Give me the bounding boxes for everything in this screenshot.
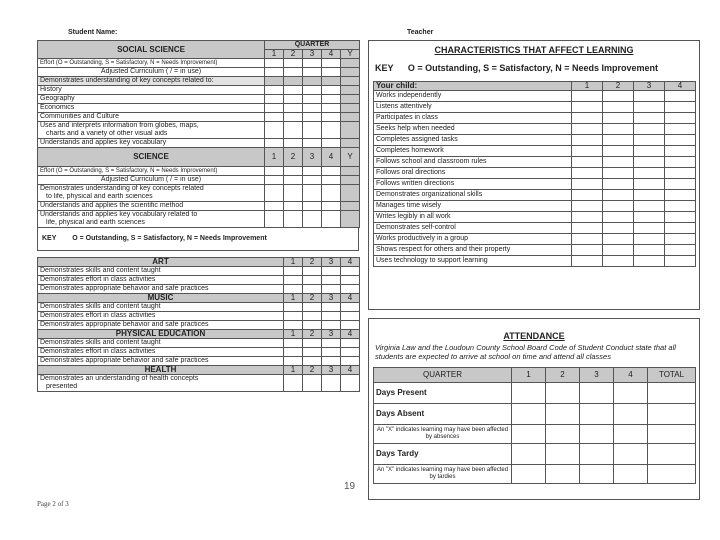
grade-cell bbox=[665, 157, 696, 168]
grade-cell bbox=[634, 234, 665, 245]
quarter-4-header: 4 bbox=[341, 366, 360, 375]
quarter-3-header: 3 bbox=[322, 294, 341, 303]
grade-cell bbox=[603, 179, 634, 190]
science-title: SCIENCE bbox=[38, 148, 265, 167]
characteristic-label: Demonstrates organizational skills bbox=[374, 190, 572, 201]
grade-cell bbox=[665, 135, 696, 146]
grade-cell bbox=[572, 135, 603, 146]
list-item: Uses and interprets information from globes, maps, bbox=[38, 122, 265, 131]
quarter-4-header: 4 bbox=[665, 82, 696, 91]
page-number: 19 bbox=[344, 481, 356, 492]
table-row bbox=[374, 223, 696, 234]
social-science-title: SOCIAL SCIENCE bbox=[38, 41, 265, 59]
your-child-label: Your child: bbox=[374, 82, 572, 91]
grade-cell bbox=[665, 201, 696, 212]
characteristic-label: Listens attentively bbox=[374, 102, 572, 113]
quarter-4-header: 4 bbox=[341, 258, 360, 267]
grade-cell bbox=[572, 190, 603, 201]
table-row bbox=[374, 146, 696, 157]
grade-cell bbox=[603, 223, 634, 234]
quarter-1-header: 1 bbox=[284, 366, 303, 375]
quarter-1-header: 1 bbox=[284, 258, 303, 267]
grade-cell bbox=[603, 245, 634, 256]
characteristics-key bbox=[375, 63, 699, 73]
grade-cell bbox=[634, 256, 665, 267]
quarter-3-header: 3 bbox=[634, 82, 665, 91]
key-text: O = Outstanding, S = Satisfactory, N = Needs Improvement bbox=[72, 235, 267, 242]
quarter-2-header: 2 bbox=[546, 368, 580, 383]
characteristic-label: Works independently bbox=[374, 91, 572, 102]
total-header: TOTAL bbox=[648, 368, 696, 383]
table-row bbox=[374, 245, 696, 256]
quarter-1-header: 1 bbox=[284, 330, 303, 339]
days-absent-label: Days Absent bbox=[374, 404, 512, 425]
list-item: Demonstrates skills and content taught bbox=[38, 303, 284, 312]
grade-cell bbox=[572, 234, 603, 245]
quarter-2-header: 2 bbox=[284, 148, 303, 167]
grade-cell bbox=[603, 234, 634, 245]
grade-cell bbox=[603, 190, 634, 201]
effort-row-label: Effort (O = Outstanding, S = Satisfactory, N = Needs Improvement) bbox=[38, 167, 265, 176]
quarter-label: QUARTER bbox=[265, 41, 360, 50]
list-item: Demonstrates skills and content taught bbox=[38, 339, 284, 348]
grade-cell bbox=[634, 102, 665, 113]
grade-cell bbox=[634, 190, 665, 201]
attendance-title: ATTENDANCE bbox=[503, 331, 565, 341]
grade-cell bbox=[665, 168, 696, 179]
list-item: Demonstrates an understanding of health concepts bbox=[38, 375, 284, 384]
grade-cell bbox=[665, 91, 696, 102]
art-title: ART bbox=[38, 258, 284, 267]
quarter-4-header: 4 bbox=[322, 50, 341, 59]
page-footer: Page 2 of 3 bbox=[37, 500, 69, 508]
teacher-label: Teacher bbox=[407, 29, 434, 36]
characteristics-title: CHARACTERISTICS THAT AFFECT LEARNING bbox=[434, 45, 634, 55]
grade-cell bbox=[665, 102, 696, 113]
grade-cell bbox=[603, 212, 634, 223]
quarter-3-header: 3 bbox=[322, 366, 341, 375]
quarter-3-header: 3 bbox=[322, 258, 341, 267]
table-row bbox=[374, 91, 696, 102]
grade-cell bbox=[634, 212, 665, 223]
effort-row-label: Effort (O = Outstanding, S = Satisfactory, N = Needs Improvement) bbox=[38, 59, 265, 68]
adjusted-curriculum-label: Adjusted Curriculum ( / = in use) bbox=[38, 68, 265, 77]
characteristic-label: Follows school and classroom rules bbox=[374, 157, 572, 168]
grade-cell bbox=[603, 124, 634, 135]
table-row bbox=[374, 113, 696, 124]
attendance-table bbox=[373, 367, 696, 484]
characteristics-panel bbox=[368, 40, 700, 310]
grade-cell bbox=[572, 146, 603, 157]
characteristic-label: Demonstrates self-control bbox=[374, 223, 572, 234]
list-item: Understands and applies the scientific method bbox=[38, 202, 265, 211]
grade-cell bbox=[603, 135, 634, 146]
grade-cell bbox=[603, 146, 634, 157]
grade-cell bbox=[665, 146, 696, 157]
attendance-panel bbox=[368, 318, 700, 500]
music-title: MUSIC bbox=[38, 294, 284, 303]
table-row bbox=[374, 201, 696, 212]
grade-cell bbox=[634, 91, 665, 102]
characteristic-label: Writes legibly in all work bbox=[374, 212, 572, 223]
grade-cell bbox=[665, 223, 696, 234]
grade-cell bbox=[634, 168, 665, 179]
list-item: History bbox=[38, 86, 265, 95]
quarter-3-header: 3 bbox=[580, 368, 614, 383]
health-title: HEALTH bbox=[38, 366, 284, 375]
table-row bbox=[374, 157, 696, 168]
quarter-4-header: 4 bbox=[322, 148, 341, 167]
list-item: Demonstrates appropriate behavior and safe practices bbox=[38, 357, 284, 366]
table-row bbox=[374, 256, 696, 267]
characteristic-label: Manages time wisely bbox=[374, 201, 572, 212]
grade-cell bbox=[572, 245, 603, 256]
grade-cell bbox=[634, 245, 665, 256]
characteristic-label: Shows respect for others and their property bbox=[374, 245, 572, 256]
quarter-4-header: 4 bbox=[341, 330, 360, 339]
days-tardy-label: Days Tardy bbox=[374, 444, 512, 465]
grade-cell bbox=[572, 168, 603, 179]
list-item: Geography bbox=[38, 95, 265, 104]
list-item: to life, physical and earth sciences bbox=[38, 193, 265, 202]
quarter-3-header: 3 bbox=[303, 50, 322, 59]
attendance-note: Virginia Law and the Loudoun County School Board Code of Student Conduct state that all students are expected to arrive at school on time and attend all classes bbox=[375, 343, 676, 361]
characteristic-label: Uses technology to support learning bbox=[374, 256, 572, 267]
characteristic-label: Seeks help when needed bbox=[374, 124, 572, 135]
quarter-2-header: 2 bbox=[303, 294, 322, 303]
grade-cell bbox=[665, 256, 696, 267]
characteristic-label: Participates in class bbox=[374, 113, 572, 124]
list-item: Understands and applies key vocabulary related to bbox=[38, 211, 265, 220]
grade-cell bbox=[572, 223, 603, 234]
grade-cell bbox=[572, 179, 603, 190]
table-row bbox=[374, 168, 696, 179]
grade-cell bbox=[572, 102, 603, 113]
days-present-label: Days Present bbox=[374, 383, 512, 404]
quarter-2-header: 2 bbox=[303, 258, 322, 267]
grade-cell bbox=[572, 201, 603, 212]
quarter-2-header: 2 bbox=[603, 82, 634, 91]
quarter-1-header: 1 bbox=[572, 82, 603, 91]
quarter-3-header: 3 bbox=[322, 330, 341, 339]
list-item: Demonstrates effort in class activities bbox=[38, 276, 284, 285]
grade-cell bbox=[665, 190, 696, 201]
grade-cell bbox=[665, 113, 696, 124]
social-science-table bbox=[37, 40, 360, 228]
characteristic-label: Completes assigned tasks bbox=[374, 135, 572, 146]
grade-cell bbox=[572, 157, 603, 168]
key-text: O = Outstanding, S = Satisfactory, N = Needs Improvement bbox=[407, 63, 659, 73]
list-item: Understands and applies key vocabulary bbox=[38, 139, 265, 148]
table-row bbox=[374, 124, 696, 135]
quarter-1-header: 1 bbox=[265, 50, 284, 59]
grade-cell bbox=[572, 212, 603, 223]
grade-cell bbox=[634, 146, 665, 157]
list-item: charts and a variety of other visual aids bbox=[38, 130, 265, 139]
grade-cell bbox=[634, 135, 665, 146]
characteristic-label: Works productively in a group bbox=[374, 234, 572, 245]
specials-table bbox=[37, 257, 360, 392]
quarter-2-header: 2 bbox=[303, 366, 322, 375]
quarter-3-header: 3 bbox=[303, 148, 322, 167]
list-item: Demonstrates effort in class activities bbox=[38, 312, 284, 321]
quarter-1-header: 1 bbox=[512, 368, 546, 383]
table-row bbox=[374, 190, 696, 201]
key-label: KEY bbox=[375, 63, 394, 73]
grade-cell bbox=[665, 245, 696, 256]
quarter-4-header: 4 bbox=[614, 368, 648, 383]
characteristic-label: Follows oral directions bbox=[374, 168, 572, 179]
grade-cell bbox=[603, 157, 634, 168]
table-row bbox=[374, 212, 696, 223]
quarter-4-header: 4 bbox=[341, 294, 360, 303]
characteristic-label: Completes homework bbox=[374, 146, 572, 157]
table-row bbox=[374, 102, 696, 113]
grade-cell bbox=[603, 256, 634, 267]
list-item: Demonstrates understanding of key concepts related bbox=[38, 185, 265, 194]
table-row bbox=[374, 179, 696, 190]
grade-cell bbox=[603, 168, 634, 179]
table-row bbox=[374, 135, 696, 146]
quarter-2-header: 2 bbox=[303, 330, 322, 339]
grade-cell bbox=[572, 124, 603, 135]
grade-cell bbox=[665, 212, 696, 223]
grade-cell bbox=[634, 201, 665, 212]
grade-cell bbox=[665, 179, 696, 190]
characteristic-label: Follows written directions bbox=[374, 179, 572, 190]
pe-title: PHYSICAL EDUCATION bbox=[38, 330, 284, 339]
left-key bbox=[37, 228, 359, 251]
grade-cell bbox=[572, 91, 603, 102]
left-panel bbox=[37, 40, 359, 392]
list-item: Communities and Culture bbox=[38, 113, 265, 122]
grade-cell bbox=[634, 157, 665, 168]
list-item: Demonstrates understanding of key concepts related to: bbox=[38, 77, 265, 86]
quarter-label: QUARTER bbox=[374, 368, 512, 383]
grade-cell bbox=[603, 102, 634, 113]
list-item: Demonstrates appropriate behavior and safe practices bbox=[38, 321, 284, 330]
list-item: presented bbox=[38, 383, 284, 392]
tardy-note: An "X" indicates learning may have been affected by tardies bbox=[374, 465, 512, 484]
table-row bbox=[374, 234, 696, 245]
key-label: KEY bbox=[42, 235, 57, 242]
grade-cell bbox=[665, 124, 696, 135]
grade-cell bbox=[634, 124, 665, 135]
grade-cell bbox=[603, 201, 634, 212]
list-item: life, physical and earth sciences bbox=[38, 219, 265, 228]
grade-cell bbox=[572, 256, 603, 267]
grade-cell bbox=[603, 113, 634, 124]
grade-cell bbox=[665, 234, 696, 245]
characteristics-table bbox=[373, 81, 696, 267]
year-header: Y bbox=[341, 148, 360, 167]
grade-cell bbox=[634, 179, 665, 190]
grade-cell bbox=[603, 91, 634, 102]
list-item: Demonstrates appropriate behavior and safe practices bbox=[38, 285, 284, 294]
list-item: Economics bbox=[38, 104, 265, 113]
quarter-1-header: 1 bbox=[265, 148, 284, 167]
student-name-label: Student Name: bbox=[68, 29, 118, 36]
list-item: Demonstrates effort in class activities bbox=[38, 348, 284, 357]
list-item: Demonstrates skills and content taught bbox=[38, 267, 284, 276]
quarter-1-header: 1 bbox=[284, 294, 303, 303]
grade-cell bbox=[634, 113, 665, 124]
year-header: Y bbox=[341, 50, 360, 59]
grade-cell bbox=[634, 223, 665, 234]
quarter-2-header: 2 bbox=[284, 50, 303, 59]
adjusted-curriculum-label: Adjusted Curriculum ( / = in use) bbox=[38, 176, 265, 185]
absent-note: An "X" indicates learning may have been affected by absences bbox=[374, 425, 512, 444]
grade-cell bbox=[572, 113, 603, 124]
